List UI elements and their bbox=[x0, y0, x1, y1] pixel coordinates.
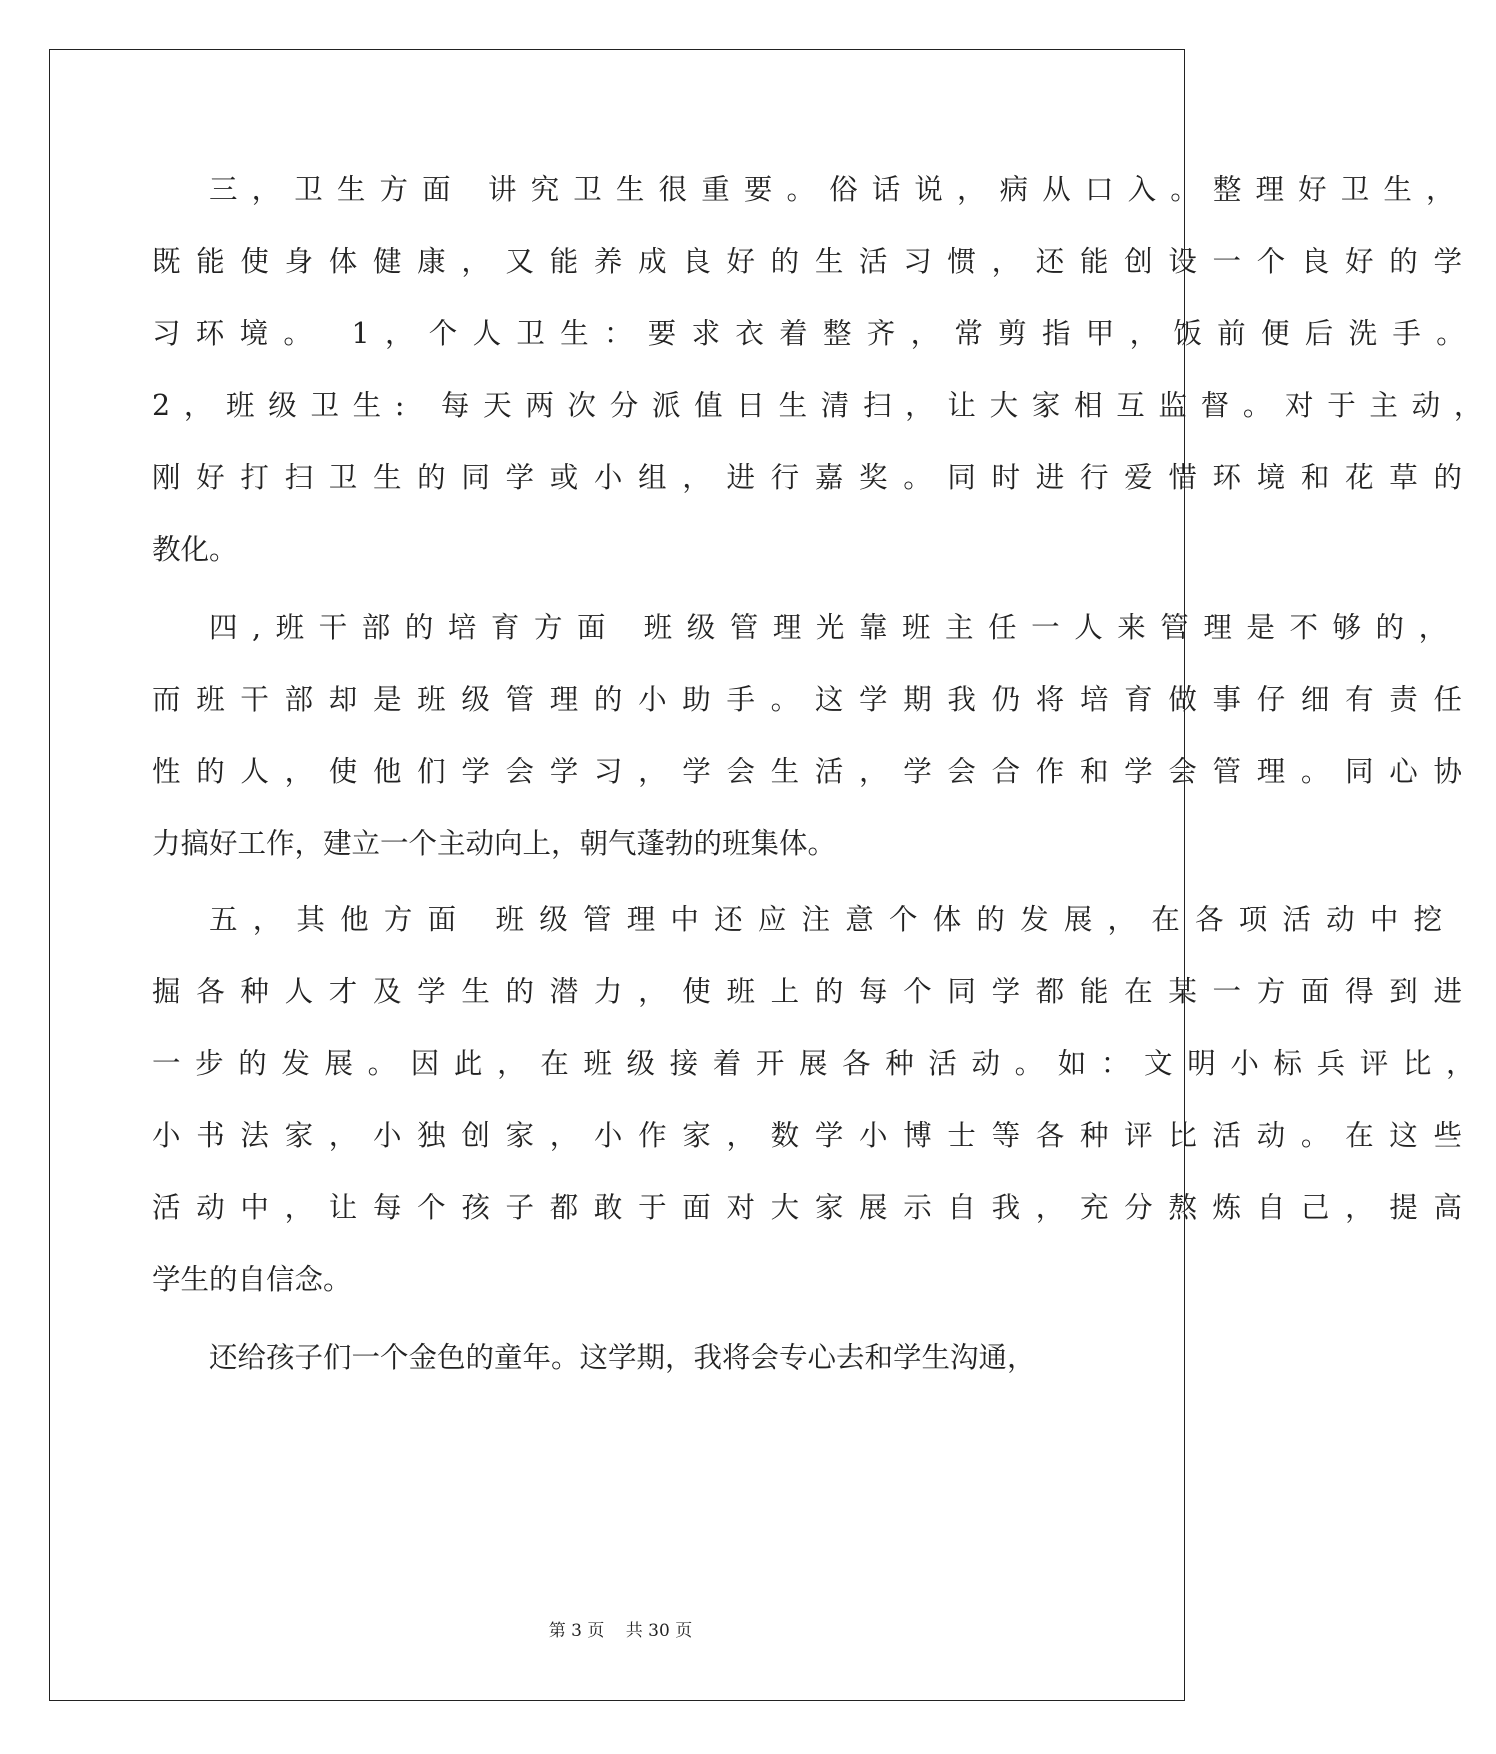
text-line: 还给孩子们一个金色的童年。这学期，我将会专心去和学生沟通， bbox=[209, 1341, 1036, 1374]
text-line: 2，班级卫生: 每天两次分派值日生清扫，让大家相互监督。对于主动， bbox=[152, 389, 1496, 422]
text-line: 而班干部却是班级管理的小助手。这学期我仍将培育做事仔细有责任 bbox=[152, 683, 1478, 716]
page-border bbox=[49, 49, 1496, 1701]
text-line: 五，其他方面 班级管理中还应注意个体的发展，在各项活动中挖 bbox=[209, 903, 1458, 936]
page-total: 共 30 页 bbox=[625, 1621, 693, 1641]
text-line: 既能使身体健康，又能养成良好的生活习惯，还能创设一个良好的学 bbox=[152, 245, 1478, 278]
text-line: 学生的自信念。 bbox=[152, 1263, 352, 1296]
text-line: 习环境。 1，个人卫生：要求衣着整齐，常剪指甲，饭前便后洗手。 bbox=[152, 317, 1480, 350]
text-line: 小书法家，小独创家，小作家，数学小博士等各种评比活动。在这些 bbox=[152, 1119, 1478, 1152]
text-line: 性的人，使他们学会学习，学会生活，学会合作和学会管理。同心协 bbox=[152, 755, 1478, 788]
text-line: 一步的发展。因此，在班级接着开展各种活动。如：文明小标兵评比， bbox=[152, 1047, 1490, 1080]
page-footer bbox=[0, 1619, 1241, 1643]
text-line: 教化。 bbox=[152, 533, 238, 566]
page-number: 第 3 页 bbox=[548, 1621, 605, 1641]
text-line: 力搞好工作，建立一个主动向上，朝气蓬勃的班集体。 bbox=[152, 827, 837, 860]
text-line: 四,班干部的培育方面 班级管理光靠班主任一人来管理是不够的， bbox=[209, 611, 1462, 644]
text-line: 刚好打扫卫生的同学或小组，进行嘉奖。同时进行爱惜环境和花草的 bbox=[152, 461, 1478, 494]
text-line: 活动中，让每个孩子都敢于面对大家展示自我，充分熬炼自己，提高 bbox=[152, 1191, 1478, 1224]
text-line: 三，卫生方面 讲究卫生很重要。俗话说，病从口入。整理好卫生， bbox=[209, 173, 1469, 206]
text-line: 掘各种人才及学生的潜力，使班上的每个同学都能在某一方面得到进 bbox=[152, 975, 1478, 1008]
